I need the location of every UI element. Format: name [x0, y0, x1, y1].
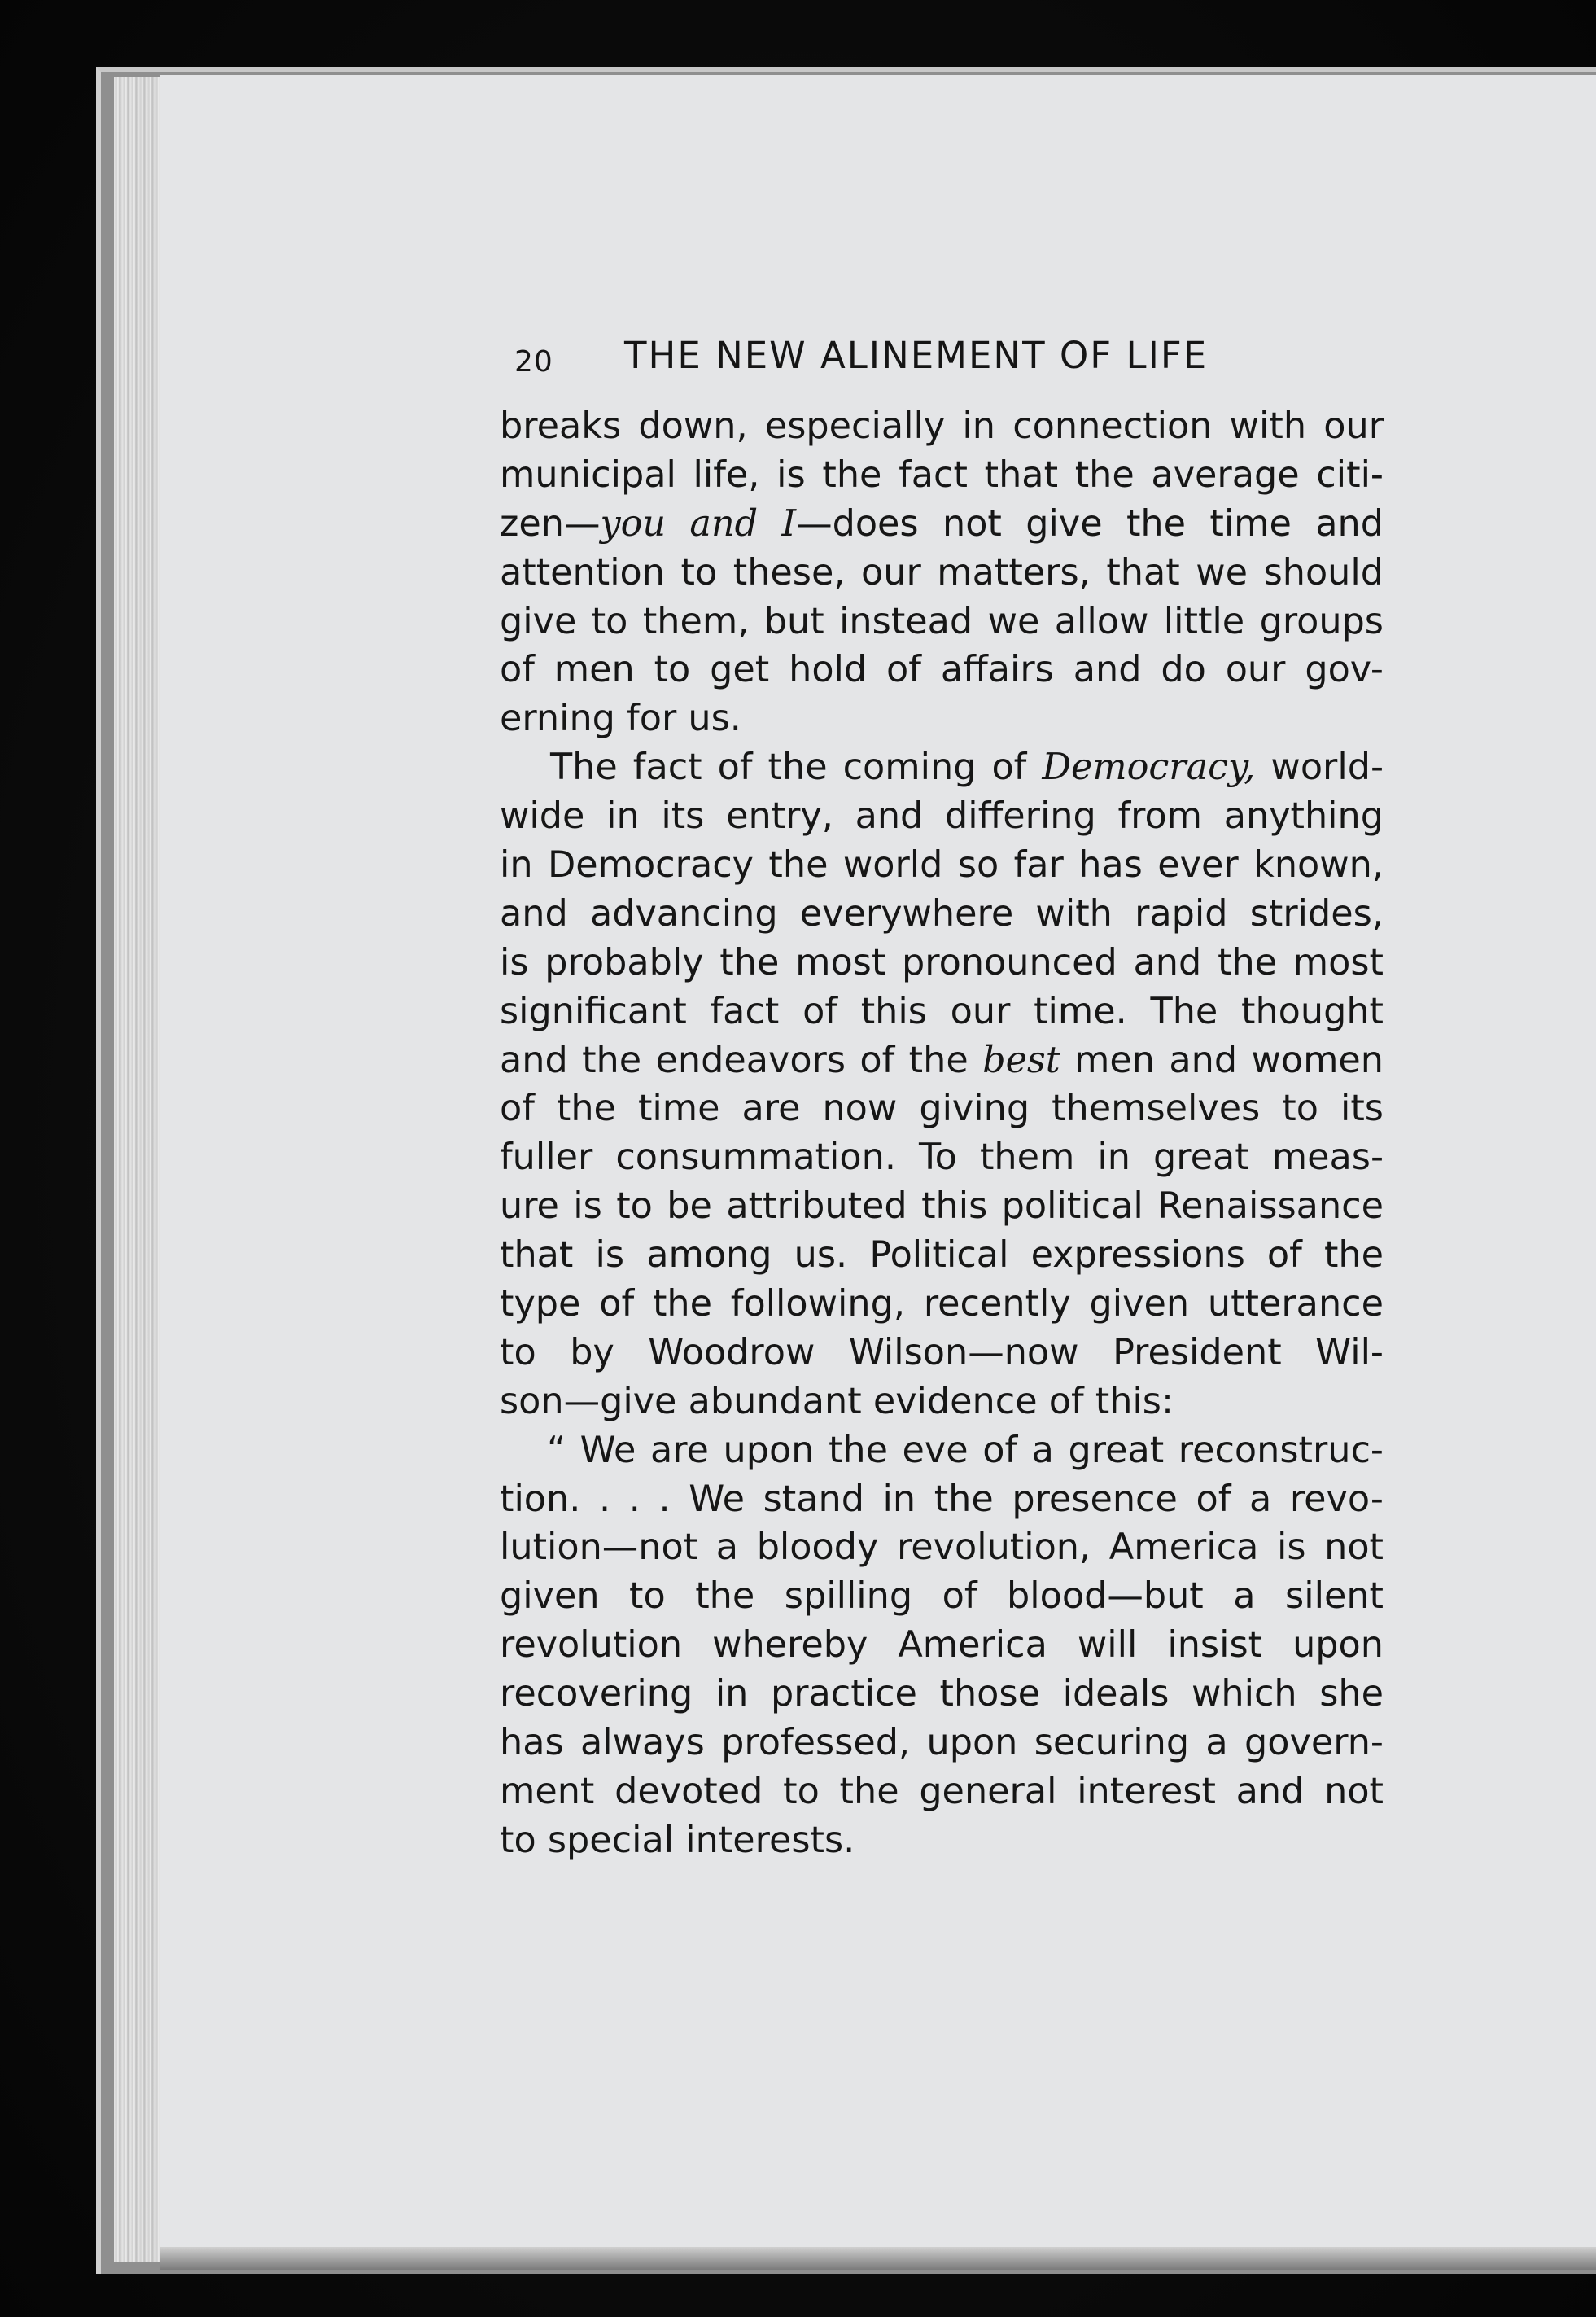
text-line: given to the spilling of blood—but a silent	[500, 1575, 1384, 1618]
text-line: revolution whereby America will insist upon	[500, 1624, 1384, 1667]
text-line	[500, 1036, 1384, 1085]
text-line: and advancing everywhere with rapid strides,	[500, 892, 1384, 935]
text-line: ure is to be attributed this political Renaissance	[500, 1185, 1384, 1228]
text-line: that is among us. Political expressions of the	[500, 1234, 1384, 1277]
page-number: 20	[514, 345, 553, 379]
line-segment: —does not give the time and	[796, 502, 1384, 545]
line-segment: world-	[1255, 747, 1384, 789]
line-segment: The fact of the coming of	[550, 747, 1043, 789]
text-line: type of the following, recently given utterance	[500, 1283, 1384, 1325]
text-line: tion. . . . We stand in the presence of a revo-	[500, 1478, 1384, 1520]
page-edges	[114, 77, 161, 2262]
line-segment: zen—	[500, 502, 601, 545]
text-line: is probably the most pronounced and the most	[500, 941, 1384, 983]
text-line: of men to get hold of affairs and do our gov-	[500, 649, 1384, 691]
text-line: attention to these, our matters, that we should	[500, 551, 1384, 593]
italic-phrase: best	[982, 1039, 1060, 1081]
text-line: fuller consummation. To them in great meas-	[500, 1137, 1384, 1179]
text-line: “ We are upon the eve of a great reconstruc-	[547, 1429, 1384, 1471]
text-line	[500, 743, 1384, 792]
italic-phrase: you and I	[600, 502, 797, 545]
text-line: has always professed, upon securing a govern-	[500, 1722, 1384, 1764]
italic-phrase: Democracy,	[1042, 747, 1256, 789]
text-line: ment devoted to the general interest and not	[500, 1770, 1384, 1812]
text-line: to by Woodrow Wilson—now President Wil-	[500, 1331, 1384, 1373]
text-line: erning for us.	[500, 698, 741, 740]
body-text	[500, 402, 1384, 1865]
text-line: lution—not a bloody revolution, America is not	[500, 1526, 1384, 1569]
text-line	[500, 500, 1384, 549]
page-bottom-shadow	[160, 2247, 1596, 2270]
line-segment: and the endeavors of the	[500, 1039, 983, 1081]
text-line: son—give abundant evidence of this:	[500, 1380, 1174, 1422]
line-segment: men and women	[1060, 1039, 1384, 1081]
running-head	[514, 334, 1328, 391]
text-line: give to them, but instead we allow little groups	[500, 600, 1384, 642]
book-title: THE NEW ALINEMENT OF LIFE	[624, 334, 1209, 377]
text-line: breaks down, especially in connection with our	[500, 405, 1384, 447]
text-line: recovering in practice those ideals which she	[500, 1673, 1384, 1715]
text-line: municipal life, is the fact that the average citi-	[500, 453, 1384, 496]
text-line: wide in its entry, and differing from anything	[500, 795, 1384, 838]
text-line: significant fact of this our time. The thought	[500, 990, 1384, 1032]
text-line: to special interests.	[500, 1819, 855, 1861]
text-line: of the time are now giving themselves to its	[500, 1088, 1384, 1130]
text-line: in Democracy the world so far has ever known,	[500, 844, 1384, 887]
